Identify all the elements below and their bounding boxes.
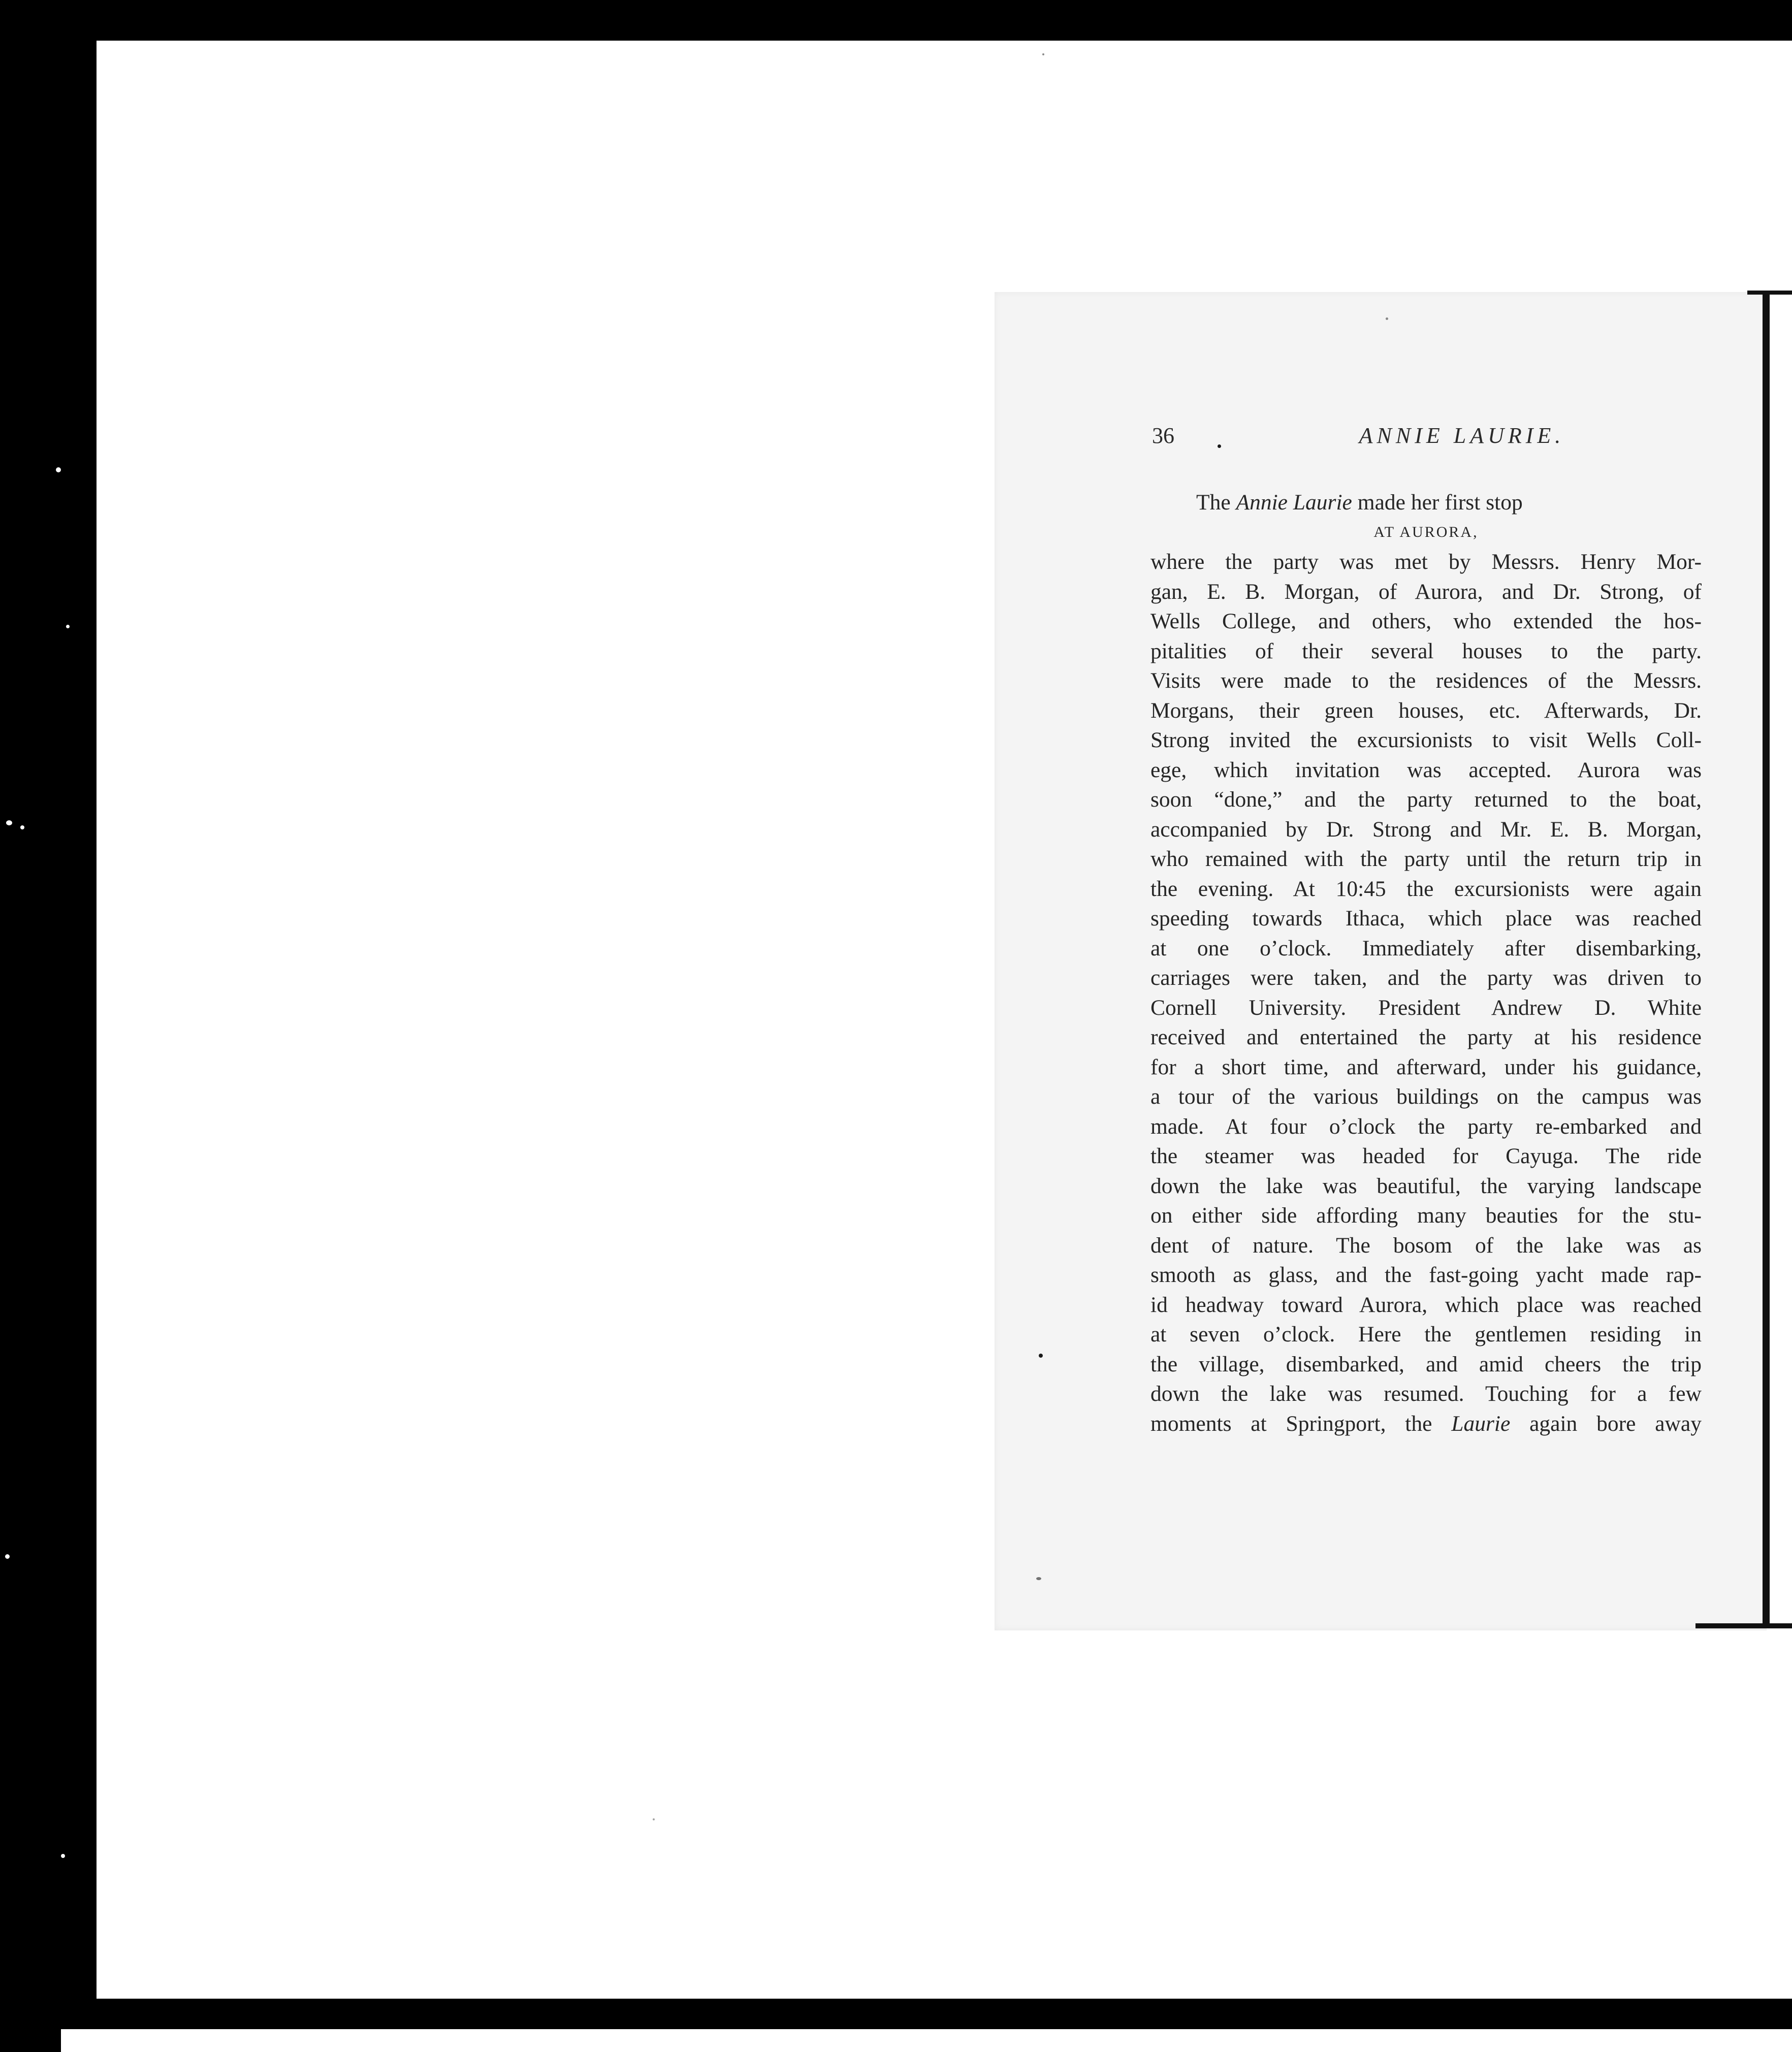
text-line: Cornell University. President Andrew D. White: [1150, 995, 1702, 1020]
scan-bottom-border: [0, 1999, 1792, 2029]
text-line: who remained with the party until the return trip in: [1150, 847, 1702, 871]
scan-speck: [56, 467, 61, 472]
scan-speck: [66, 625, 70, 628]
scan-bottom-paper: [61, 2029, 1792, 2052]
text-line: The Annie Laurie made her first stop: [1196, 490, 1523, 515]
text-line: Visits were made to the residences of the Messrs.: [1150, 668, 1702, 693]
text-line: for a short time, and afterward, under his guidance,: [1150, 1054, 1702, 1079]
scan-speck: [1036, 1577, 1041, 1580]
text-line: on either side affording many beauties for the stu-: [1150, 1203, 1702, 1228]
scan-speck: [1386, 317, 1388, 320]
text-line: made. At four o’clock the party re-embarked and: [1150, 1114, 1702, 1139]
text-line: received and entertained the party at his residence: [1150, 1025, 1702, 1049]
text-line: Wells College, and others, who extended the hos-: [1150, 609, 1702, 633]
text-line: dent of nature. The bosom of the lake was as: [1150, 1233, 1702, 1258]
text-line: Strong invited the excursionists to visit Wells Coll-: [1150, 728, 1702, 752]
text-line: pitalities of their several houses to the party.: [1150, 638, 1702, 663]
text-line: at one o’clock. Immediately after disembarking,: [1150, 936, 1702, 960]
text-line: id headway toward Aurora, which place was reached: [1150, 1292, 1702, 1317]
running-head: [1152, 423, 1706, 458]
text-line: the evening. At 10:45 the excursionists were again: [1150, 876, 1702, 901]
text-line: smooth as glass, and the fast-going yacht made rap-: [1150, 1263, 1702, 1287]
scan-speck: [653, 1818, 655, 1820]
vessel-name: Annie Laurie: [1236, 490, 1352, 515]
text-line: the village, disembarked, and amid cheers the trip: [1150, 1352, 1702, 1376]
scan-speck: [20, 825, 24, 829]
text-line: down the lake was beautiful, the varying landscape: [1150, 1173, 1702, 1198]
scan-speck: [61, 1854, 65, 1858]
text-line: down the lake was resumed. Touching for a few: [1150, 1382, 1702, 1406]
binding-edge-top: [1747, 291, 1792, 295]
text-line: speeding towards Ithaca, which place was reached: [1150, 906, 1702, 931]
text-line: at seven o’clock. Here the gentlemen residing in: [1150, 1322, 1702, 1346]
text-line: carriages were taken, and the party was driven to: [1150, 966, 1702, 990]
text-line: accompanied by Dr. Strong and Mr. E. B. Morgan,: [1150, 817, 1702, 842]
page-number: 36: [1152, 423, 1174, 448]
section-heading: AT AURORA,: [1373, 523, 1479, 540]
text-line: ege, which invitation was accepted. Aurora was: [1150, 757, 1702, 782]
text-line: soon “done,” and the party returned to the boat,: [1150, 787, 1702, 812]
text-line: moments at Springport, the Laurie again bore away: [1150, 1411, 1702, 1436]
body-text: [1150, 488, 1702, 1438]
scan-speck: [1042, 53, 1044, 55]
binding-edge-bottom: [1695, 1623, 1792, 1628]
text-line: Morgans, their green houses, etc. Afterwards, Dr.: [1150, 698, 1702, 723]
text-line: where the party was met by Messrs. Henry Mor-: [1150, 550, 1702, 574]
running-title: ANNIE LAURIE.: [1359, 423, 1565, 448]
scan-speck: [1039, 1354, 1043, 1358]
text-line: the steamer was headed for Cayuga. The ride: [1150, 1144, 1702, 1168]
text-line: a tour of the various buildings on the campus was: [1150, 1084, 1702, 1109]
binding-edge: [1763, 292, 1770, 1625]
vessel-name: Laurie: [1451, 1411, 1511, 1436]
scan-speck: [5, 1554, 10, 1559]
scan-speck: [6, 820, 12, 825]
text-line: gan, E. B. Morgan, of Aurora, and Dr. Strong, of: [1150, 579, 1702, 604]
